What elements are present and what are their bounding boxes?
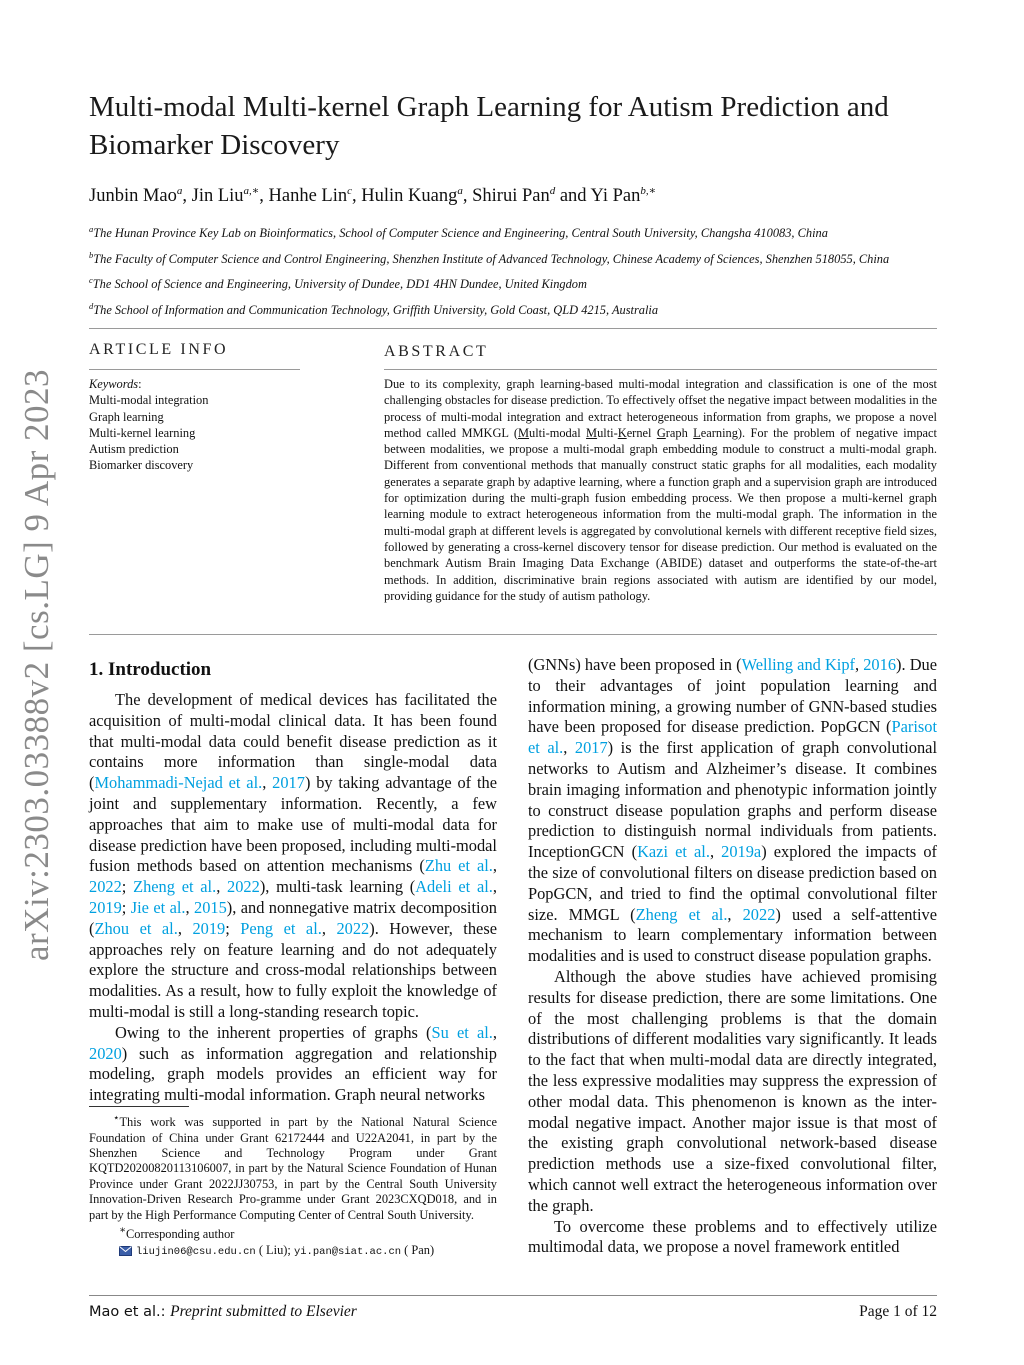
abstract-text: Due to its complexity, graph learning-based multi-modal integration and classification is one of the most challenging obstacles for disease prediction. To effectively offset the negative impact between modalities in the process of multi-modal integration and extract heterogeneous information from graphs, we propose a novel method called MMKGL (Multi-modal Multi-Kernel Graph Learning). For the problem of negative impact between modalities, we propose a multi-modal graph embedding module to construct a multi-modal graph. Different from conventional methods that manually construct static graphs for all modalities, each modality generates a separate graph by adaptive learning, where a function graph and a supervision graph are introduced for optimization during the multi-graph fusion embedding process. We then propose a multi-kernel graph learning module to extract heterogeneous information from the multi-modal graph. The information in the multi-modal graph at different levels is aggregated by convolutional kernels with different receptive field sizes, followed by generating a cross-kernel discovery tensor for disease prediction. Our method is evaluated on the benchmark Autism Brain Imaging Data Exchange (ABIDE) dataset and outperforms the state-of-the-art methods. In addition, discriminative brain regions associated with autism are identified by our model, providing guidance for the study of autism pathology.: [384, 377, 937, 603]
footer-rule: [89, 1295, 937, 1296]
body-text: ) such as information aggregation and relationship modeling, graph models provides an efficient way for integrating multi-modal information. Graph neural networks: [89, 1043, 497, 1105]
author-separator: ,: [182, 186, 192, 207]
author-name: Yi Pan: [590, 186, 641, 207]
citation-link[interactable]: 2017: [272, 773, 305, 793]
method-name-part: L: [693, 425, 701, 440]
email-liu[interactable]: liujin06@csu.edu.cn: [136, 1245, 256, 1258]
author-affil-mark: d: [549, 185, 556, 197]
body-text: ), multi-task learning (: [259, 877, 416, 897]
citation-link[interactable]: 2019: [192, 918, 226, 938]
abstract-divider: [89, 634, 937, 635]
method-name-part: ulti-modal: [529, 425, 587, 440]
affiliation-text: The School of Science and Engineering, University of Dundee, DD1 4HN Dundee, United Kingdom: [92, 277, 587, 292]
affiliation-list: [89, 220, 939, 323]
body-text: Owing to the inherent properties of graphs (: [115, 1022, 432, 1042]
affiliation: [89, 220, 939, 242]
method-name-part: earning: [700, 425, 738, 440]
citation-link[interactable]: Zhu et al.: [424, 856, 493, 876]
header-divider: [89, 328, 937, 329]
funding-footnote: ⋆This work was supported in part by the National Natural Science Foundation of China under Grant 62172444 and U22A2041, in part by the Shenzhen Science and Technology Program under Grant KQTD20200820113106007, in part by the Natural Science Foundation of Hunan Province under Grant 2022JJ30753, in part by the Central South University Innovation-Driven Research Pro-gramme under Grant 2023CXQD018, and in part by the High Performance Computing Center of Central South University.: [89, 1113, 497, 1222]
citation-link[interactable]: 2022: [336, 918, 370, 938]
citation-link[interactable]: Zheng et al.: [133, 877, 217, 897]
citation-link[interactable]: Mohammadi-Nejad et al.: [94, 773, 263, 793]
body-text: ,: [216, 877, 228, 897]
keywords-list: [89, 392, 299, 473]
author-separator: ,: [462, 186, 473, 207]
author-affil-mark: c: [347, 185, 353, 197]
author-separator: ,: [352, 186, 362, 207]
keyword: Autism prediction: [89, 442, 179, 457]
body-text: ,: [492, 1022, 497, 1042]
body-text: ). However, these approaches rely on feature learning and do not adequately explore the structure and cross-modal relationships between modalities. As a result, how to fully exploit the knowledge of multi-modal is still a long-standing research topic.: [89, 918, 497, 1021]
keyword: Biomarker discovery: [89, 458, 194, 473]
body-paragraph: [528, 967, 937, 1217]
keyword: Multi-kernel learning: [89, 425, 196, 440]
body-paragraph: [528, 1217, 937, 1259]
author-name: Jin Liu: [191, 186, 244, 207]
citation-link[interactable]: 2022: [89, 877, 122, 897]
method-name-part: ernel: [626, 425, 657, 440]
affiliation-text: The Hunan Province Key Lab on Bioinformatics, School of Computer Science and Engineering, Central South University, Changsha 410083, China: [93, 226, 828, 241]
body-text: ;: [121, 877, 134, 897]
left-column: [89, 655, 497, 1106]
author-name: Shirui Pan: [472, 186, 550, 207]
citation-link[interactable]: 2020: [89, 1043, 122, 1063]
body-paragraph: [528, 655, 937, 967]
citation-link[interactable]: 2015: [194, 897, 227, 917]
email-footnote: liujin06@csu.edu.cn ( Liu); yi.pan@siat.ac.cn ( Pan): [89, 1243, 497, 1260]
citation-link[interactable]: Kazi et al.: [637, 842, 710, 862]
method-name-part: M: [518, 425, 530, 440]
author-separator: ,: [259, 186, 269, 207]
body-text: ,: [492, 856, 497, 876]
corresponding-footnote: ∗Corresponding author: [119, 1224, 235, 1242]
body-text: ,: [727, 904, 743, 924]
introduction-heading: 1. Introduction: [89, 659, 212, 680]
citation-link[interactable]: Zhou et al.: [94, 918, 178, 938]
author-name: Junbin Mao: [89, 186, 177, 207]
method-name: [518, 426, 738, 440]
method-name-part: ulti-: [597, 425, 618, 440]
body-paragraph: [89, 690, 497, 1023]
email-pan[interactable]: yi.pan@siat.ac.cn: [293, 1245, 402, 1258]
envelope-icon: [119, 1246, 132, 1256]
abstract-rule: [384, 369, 937, 370]
citation-link[interactable]: 2016: [863, 655, 897, 674]
body-text: ,: [563, 738, 575, 758]
affiliation: [89, 246, 939, 268]
body-text: ,: [177, 918, 193, 938]
author-list: [89, 178, 939, 209]
citation-link[interactable]: 2019: [89, 897, 122, 917]
body-text: ;: [225, 918, 241, 938]
citation-link[interactable]: 2022: [742, 904, 776, 924]
author-affil-mark: b,∗: [640, 185, 657, 197]
body-text: ,: [185, 897, 194, 917]
affiliation-mark: d: [89, 300, 94, 311]
citation-link[interactable]: Parisot et al.: [528, 717, 937, 758]
author-name: Hulin Kuang: [361, 186, 458, 207]
body-text: ), and nonnegative matrix decomposition (: [89, 897, 497, 938]
citation-link[interactable]: Zheng et al.: [635, 904, 728, 924]
paper-title: Multi-modal Multi-kernel Graph Learning for Autism Prediction and Biomarker Discovery: [89, 91, 889, 161]
article-info-rule: [89, 369, 300, 370]
method-name-part: G: [656, 425, 666, 440]
footnote-rule: [89, 1106, 189, 1107]
citation-link[interactable]: Jie et al.: [130, 897, 186, 917]
affiliation: [89, 297, 939, 319]
keyword: Graph learning: [89, 409, 164, 424]
body-text: The development of medical devices has facilitated the acquisition of multi-modal clinical data. It has been found that multi-modal data could benefit disease prediction as it contains more information than single-modal data (: [89, 690, 497, 793]
footnotes: [89, 1111, 497, 1260]
body-text: ) by taking advantage of the joint and supplementary information. Recently, a few approaches that aim to make use of multi-modal data for disease prediction have been proposed, including multi-modal fusion methods based on attention mechanisms (: [89, 773, 497, 876]
abstract-heading: ABSTRACT: [384, 343, 489, 360]
body-text: ,: [321, 918, 337, 938]
body-text: ) used a self-attentive mechanism to learn complementary information between modalities and is used to construct disease population graphs.: [528, 904, 937, 966]
footer-running-head: Mao et al.: Preprint submitted to Elsevier: [89, 1303, 357, 1320]
body-text: (GNNs) have been proposed in (: [528, 655, 742, 674]
author-affil-mark: a: [176, 185, 183, 197]
body-text: ) is the first application of graph convolutional networks to Autism and Alzheimer’s disease. It combines brain imaging information and phenotypic information jointly to construct disease population graphs and perform disease prediction to distinguish normal individuals from patients. InceptionGCN (: [528, 738, 937, 862]
affiliation-mark: c: [89, 275, 93, 286]
affiliation-mark: a: [89, 224, 94, 234]
method-name-part: K: [617, 425, 627, 440]
body-text: ) explored the impacts of the size of convolutional filters on disease prediction based on PopGCN, and tried to find the optimal convolutional filter size. MMGL (: [528, 842, 937, 924]
body-text: To overcome these problems and to effectively utilize multimodal data, we propose a novel framework entitled: [528, 1216, 937, 1257]
affiliation-text: The Faculty of Computer Science and Control Engineering, Shenzhen Institute of Advanced Technology, Chinese Academy of Sciences, Shenzhen 518055, China: [93, 251, 890, 266]
citation-link[interactable]: 2019a: [721, 842, 762, 862]
author-name: Hanhe Lin: [268, 186, 348, 207]
body-text: ,: [855, 655, 864, 674]
keywords-block: Keywords: Multi-modal integration Graph learning Multi-kernel learning Autism prediction Biomarker discovery: [89, 376, 299, 474]
body-text: Although the above studies have achieved promising results for disease prediction, there are some limitations. One of the most challenging problems is that the domain distributions of different modalities vary significantly. It leads to the fact that when multi-modal data are directly integrated, the less expressive modalities may suppress the expression of other modal data. This phenomenon is known as the inter-modal negative impact. Another major issue is that most of the existing graph convolutional network-based disease prediction methods use a size-fixed convolutional filter, which cannot well extract the heterogeneous information over the graph.: [528, 966, 937, 1215]
article-info-heading: ARTICLE INFO: [89, 341, 229, 358]
body-paragraph: [89, 1023, 497, 1106]
citation-link[interactable]: Peng et al.: [240, 918, 322, 938]
page-number: Page 1 of 12: [859, 1303, 937, 1320]
body-text: ). Due to their advantages of joint population learning and information mining, a growing number of GNN-based studies have been proposed for disease prediction. PopGCN (: [528, 655, 937, 737]
method-name-part: M: [586, 425, 598, 440]
author-affil-mark: a,∗: [243, 185, 260, 197]
author-affil-mark: a: [457, 185, 463, 197]
body-text: ;: [121, 897, 131, 917]
citation-link[interactable]: Adeli et al.: [415, 877, 493, 897]
keywords-label: Keywords: [89, 377, 139, 391]
keyword: Multi-modal integration: [89, 393, 209, 408]
method-name-part: raph: [665, 425, 694, 440]
citation-link[interactable]: Welling and Kipf: [741, 655, 856, 674]
arxiv-sidebar: [14, 370, 60, 960]
body-text: ,: [492, 877, 497, 897]
citation-link[interactable]: 2022: [227, 877, 260, 897]
body-text: ,: [709, 842, 722, 862]
citation-link[interactable]: Su et al.: [431, 1022, 493, 1042]
author-separator: and: [555, 186, 591, 207]
affiliation-mark: b: [89, 249, 94, 260]
arxiv-identifier: arXiv:2303.03388v2 [cs.LG] 9 Apr 2023: [17, 368, 57, 962]
affiliation: [89, 271, 939, 293]
citation-link[interactable]: 2017: [574, 738, 608, 758]
body-text: ,: [262, 773, 273, 793]
affiliation-text: The School of Information and Communication Technology, Griffith University, Gold Coast, QLD 4215, Australia: [93, 303, 659, 317]
right-column: [528, 655, 937, 1258]
